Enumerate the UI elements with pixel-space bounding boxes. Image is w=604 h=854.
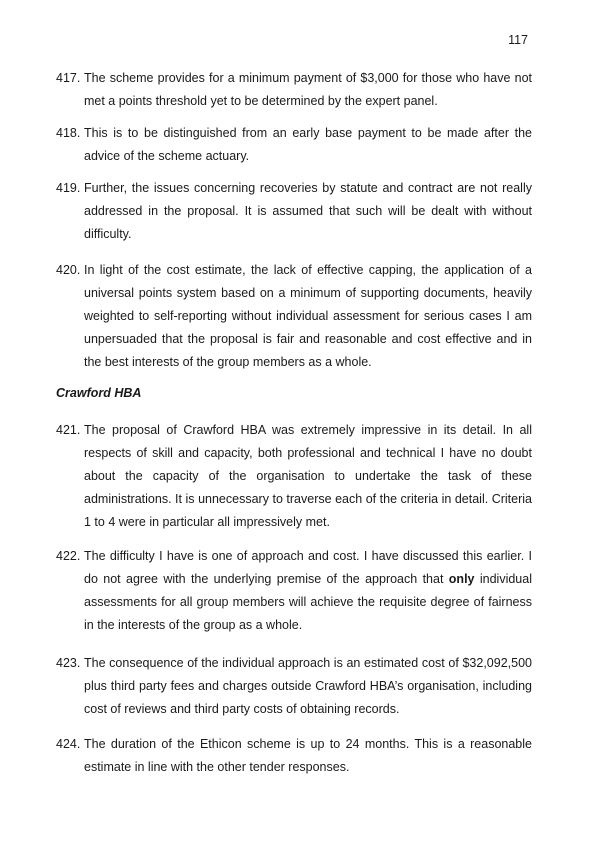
paragraph-text-part: individual assessments for all group members will achieve the requisite degree of fairness in the interests of the group as a whole. (84, 572, 532, 632)
paragraph-number: 418. (56, 126, 81, 140)
paragraph-text: The duration of the Ethicon scheme is up to 24 months. This is a reasonable estimate in line with the other tender responses. (84, 737, 532, 774)
paragraph-420 (56, 259, 532, 374)
paragraph-421 (56, 419, 532, 534)
paragraph-number: 417. (56, 71, 81, 85)
paragraph-text: The consequence of the individual approach is an estimated cost of $32,092,500 plus third party fees and charges outside Crawford HBA’s organisation, including cost of reviews and third party costs of obtaining records. (84, 656, 532, 716)
paragraph-number: 420. (56, 263, 81, 277)
paragraph-417 (56, 67, 532, 113)
paragraph-423 (56, 652, 532, 721)
paragraph-number: 421. (56, 423, 81, 437)
paragraph-text-part: The difficulty I have is one of approach and cost. I have discussed this earlier. I do not agree with the underlying premise of the approach that (84, 549, 532, 586)
paragraph-418 (56, 122, 532, 168)
emphasized-word: only (448, 572, 475, 586)
paragraph-419 (56, 177, 532, 246)
paragraph-text: The proposal of Crawford HBA was extremely impressive in its detail. In all respects of skill and capacity, both professional and technical I have no doubt about the capacity of the organisation to undertake the task of these administrations. It is unnecessary to traverse each of the criteria in detail. Criteria 1 to 4 were in particular all impressively met. (84, 423, 532, 529)
paragraph-424 (56, 733, 532, 779)
paragraph-text (84, 545, 532, 637)
paragraph-number: 422. (56, 549, 81, 563)
paragraph-text: The scheme provides for a minimum payment of $3,000 for those who have not met a points threshold yet to be determined by the expert panel. (84, 71, 532, 108)
paragraph-text: This is to be distinguished from an early base payment to be made after the advice of the scheme actuary. (84, 126, 532, 163)
paragraph-text: Further, the issues concerning recoveries by statute and contract are not really addressed in the proposal. It is assumed that such will be dealt with without difficulty. (84, 181, 532, 241)
paragraph-number: 419. (56, 181, 81, 195)
page-number: 117 (508, 33, 528, 47)
section-heading: Crawford HBA (56, 386, 142, 400)
paragraph-422 (56, 545, 532, 637)
paragraph-number: 424. (56, 737, 81, 751)
paragraph-text: In light of the cost estimate, the lack of effective capping, the application of a universal points system based on a minimum of supporting documents, heavily weighted to self-reporting without individual assessment for serious cases I am unpersuaded that the proposal is fair and reasonable and cost effective and in the best interests of the group members as a whole. (84, 263, 532, 369)
paragraph-number: 423. (56, 656, 81, 670)
